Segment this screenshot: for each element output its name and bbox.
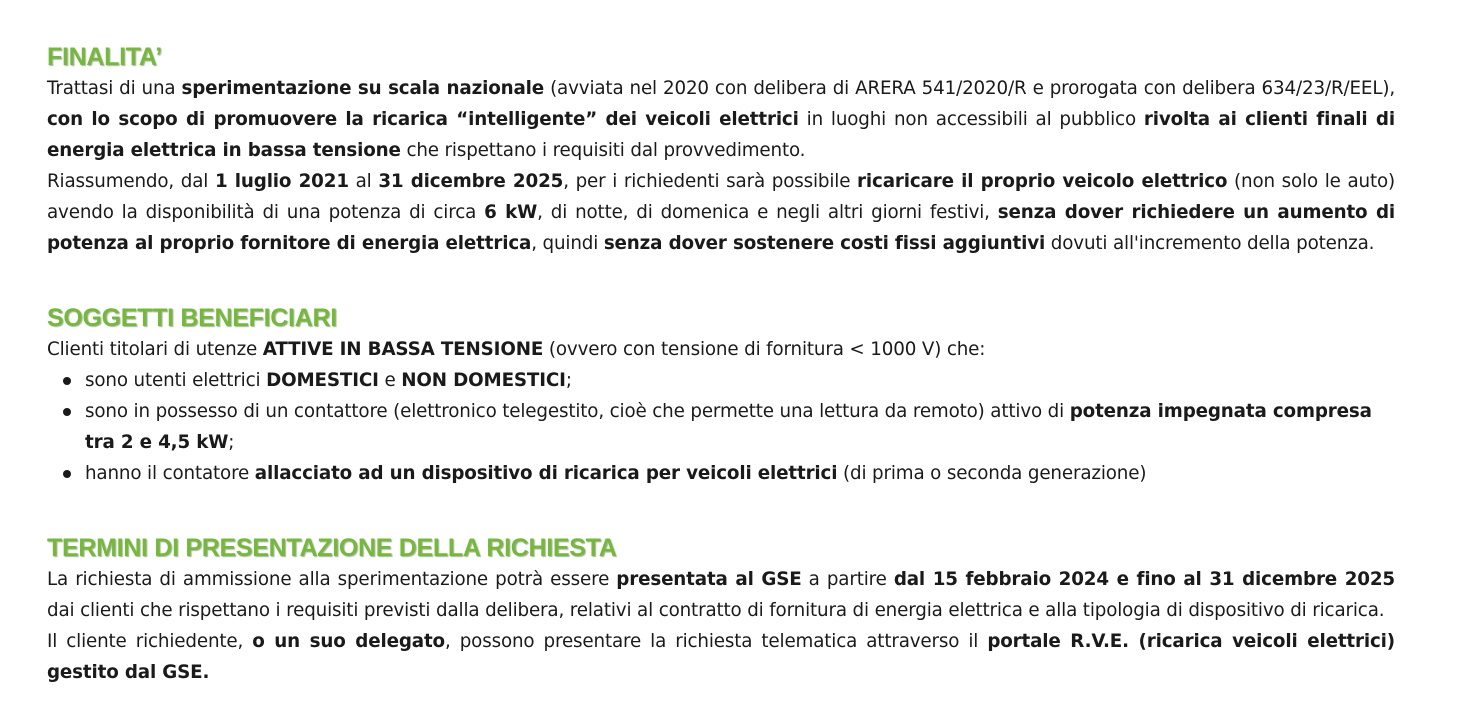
bold-text-run: ATTIVE IN BASSA TENSIONE	[262, 339, 544, 360]
text-run: Trattasi di una	[47, 78, 182, 99]
bold-text-run: ricaricare il proprio veicolo elettrico	[857, 171, 1228, 192]
bold-text-run: presentata al GSE	[616, 569, 802, 590]
bullet-icon	[63, 408, 71, 416]
bold-text-run: con lo scopo di promuovere la ricarica “intelligente” dei veicoli elettrici	[47, 109, 799, 130]
list-item-text	[85, 370, 572, 391]
text-run: al	[348, 171, 379, 192]
text-run: La richiesta di ammissione alla sperimentazione potrà essere	[47, 569, 617, 590]
text-run: , quindi	[531, 233, 604, 254]
text-run: e	[378, 370, 402, 391]
text-run: Clienti titolari di utenze	[47, 339, 263, 360]
paragraph-finalita-summary	[47, 166, 1395, 259]
text-run: dai clienti che rispettano i requisiti previsti dalla delibera, relativi al contratto di fornitura di energia elettrica e alla tipologia di dispositivo di ricarica.	[47, 600, 1385, 621]
bold-text-run: sperimentazione su scala nazionale	[181, 78, 545, 99]
bold-text-run: rivolta ai clienti finali di energia elettrica in bassa tensione	[47, 109, 1395, 161]
text-run: (ovvero con tensione di fornitura < 1000 V) che:	[543, 339, 986, 360]
paragraph-termini-richiesta	[47, 564, 1395, 626]
bold-text-run: potenza impegnata compresa tra 2 e 4,5 kW	[85, 401, 1372, 453]
text-run: , possono presentare la richiesta telematica attraverso il	[444, 631, 988, 652]
heading-soggetti-beneficiari: SOGGETTI BENEFICIARI	[47, 304, 337, 332]
text-run: (di prima o seconda generazione)	[837, 463, 1147, 484]
text-run: in luoghi non accessibili al pubblico	[798, 109, 1144, 130]
bullet-icon	[63, 470, 71, 478]
list-item-text	[85, 401, 1372, 453]
list-item	[47, 396, 1395, 458]
text-run: (non solo le auto) avendo la disponibilità di una potenza di circa	[47, 171, 1395, 223]
text-run: , per i richiedenti sarà possibile	[563, 171, 858, 192]
bullet-icon	[63, 377, 71, 385]
bold-text-run: allacciato ad un dispositivo di ricarica per veicoli elettrici	[254, 463, 838, 484]
text-run: ;	[228, 432, 235, 453]
bold-text-run: DOMESTICI	[266, 370, 379, 391]
bold-text-run: senza dover richiedere un aumento di potenza al proprio fornitore di energia elettrica	[47, 202, 1395, 254]
heading-termini-presentazione: TERMINI DI PRESENTAZIONE DELLA RICHIESTA	[47, 534, 617, 562]
bold-text-run: 6 kW	[484, 202, 538, 223]
heading-finalita: FINALITA’	[47, 43, 162, 71]
bold-text-run: NON DOMESTICI	[401, 370, 566, 391]
bold-text-run: senza dover sostenere costi fissi aggiuntivi	[603, 233, 1046, 254]
list-item	[47, 458, 1395, 489]
text-run: a partire	[801, 569, 894, 590]
bold-text-run: dal 15 febbraio 2024 e fino al 31 dicembre 2025	[893, 569, 1395, 590]
list-item-text	[85, 463, 1146, 484]
text-run: Il cliente richiedente,	[47, 631, 253, 652]
text-run: ;	[565, 370, 572, 391]
text-run: sono in possesso di un contattore (elettronico telegestito, cioè che permette una lettura da remoto) attivo di	[85, 401, 1070, 422]
bold-text-run: o un suo delegato	[252, 631, 445, 652]
text-run: dovuti all'incremento della potenza.	[1045, 233, 1375, 254]
paragraph-termini-portale	[47, 626, 1395, 688]
text-run: (avviata nel 2020 con delibera di ARERA 541/2020/R e prorogata con delibera 634/23/R/EEL),	[544, 78, 1395, 99]
text-run: che rispettano i requisiti dal provvedimento.	[400, 140, 806, 161]
document	[47, 0, 1395, 688]
text-run: hanno il contatore	[85, 463, 255, 484]
bold-text-run: portale R.V.E. (ricarica veicoli elettrici) gestito dal GSE.	[47, 631, 1395, 683]
paragraph-finalita-intro	[47, 73, 1395, 166]
bold-text-run: 31 dicembre 2025	[378, 171, 564, 192]
paragraph-beneficiari-intro	[47, 334, 1395, 365]
beneficiari-list	[47, 365, 1395, 489]
text-run: sono utenti elettrici	[85, 370, 267, 391]
text-run: Riassumendo, dal	[47, 171, 215, 192]
text-run: , di notte, di domenica e negli altri giorni festivi,	[537, 202, 998, 223]
bold-text-run: 1 luglio 2021	[214, 171, 349, 192]
list-item	[47, 365, 1395, 396]
